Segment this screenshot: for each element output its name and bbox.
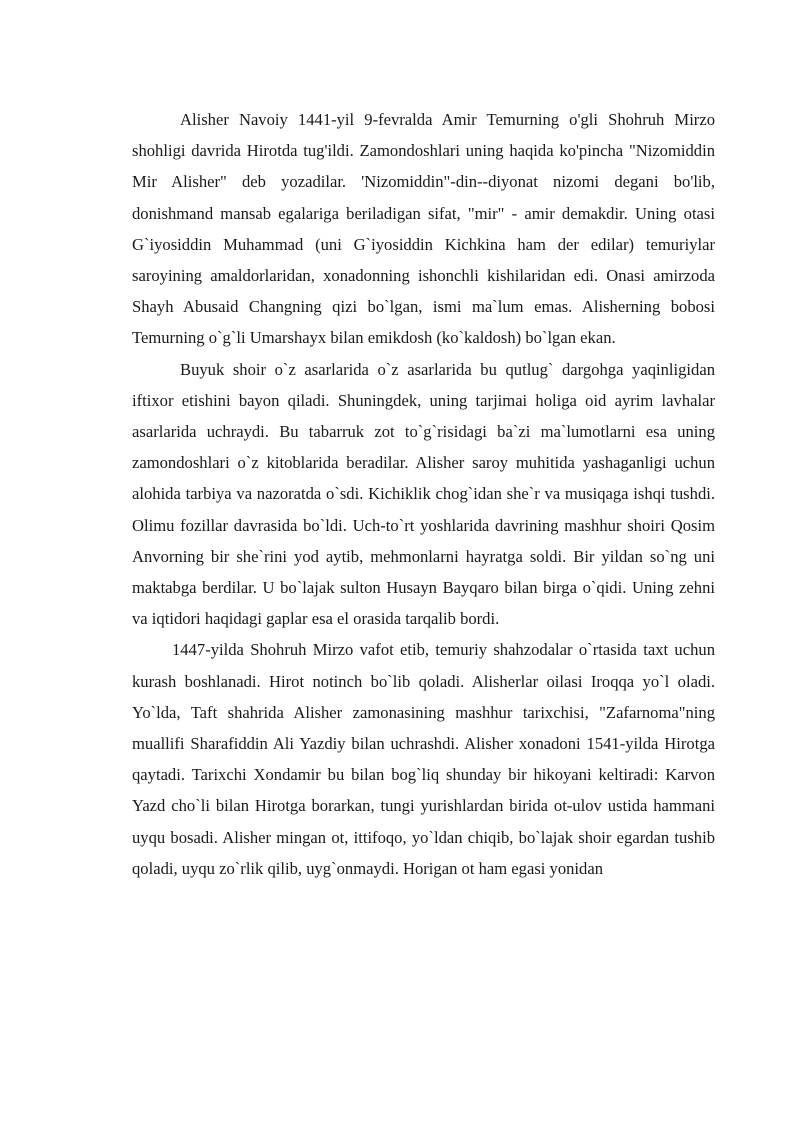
paragraph-1: Alisher Navoiy 1441-yil 9-fevralda Amir Temurning o'gli Shohruh Mirzo shohligi davrida Hirotda tug'ildi. Zamondoshlari uning haqida ko'pincha "Nizomiddin Mir Alisher" deb yozadilar. 'Nizomiddin"-din--diyonat nizomi degani bo'lib, donishmand mansab egalariga beriladigan sifat, "mir" - amir demakdir. Uning otasi G`iyosiddin Muhammad (uni G`iyosiddin Kichkina ham der edilar) temuriylar saroyining amaldorlaridan, xonadonning ishonchli kishilaridan edi. Onasi amirzoda Shayh Abusaid Changning qizi bo`lgan, ismi ma`lum emas. Alisherning bobosi Temurning o`g`li Umarshayx bilan emikdosh (ko`kaldosh) bo`lgan ekan. [132, 110, 715, 348]
paragraph-3: 1447-yilda Shohruh Mirzo vafot etib, temuriy shahzodalar o`rtasida taxt uchun kurash boshlanadi. Hirot notinch bo`lib qoladi. Alisherlar oilasi Iroqqa yo`l oladi. Yo`lda, Taft shahrida Alisher zamonasining mashhur tarixchisi, "Zafarnoma"ning muallifi Sharafiddin Ali Yazdiy bilan uchrashdi. Alisher xonadoni 1541-yilda Hirotga qaytadi. Tarixchi Xondamir bu bilan bog`liq shunday bir hikoyani keltiradi: Karvon Yazd cho`li bilan Hirotga borarkan, tungi yurishlardan birida ot-ulov ustida hammani uyqu bosadi. Alisher mingan ot, ittifoqo, yo`ldan chiqib, bo`lajak shoir egardan tushib qoladi, uyqu zo`rlik qilib, uyg`onmaydi. Horigan ot ham egasi yonidan [132, 640, 715, 878]
document-body [132, 104, 715, 884]
paragraph-2: Buyuk shoir o`z asarlarida o`z asarlarida bu qutlug` dargohga yaqinligidan iftixor etishini bayon qiladi. Shuningdek, uning tarjimai holiga oid ayrim lavhalar asarlarida uchraydi. Bu tabarruk zot to`g`risidagi ba`zi ma`lumotlarni esa uning zamondoshlari o`z kitoblarida beradilar. Alisher saroy muhitida yashaganligi uchun alohida tarbiya va nazoratda o`sdi. Kichiklik chog`idan she`r va musiqaga ishqi tushdi. Olimu fozillar davrasida bo`ldi. Uch-to`rt yoshlarida davrining mashhur shoiri Qosim Anvorning bir she`rini yod aytib, mehmonlarni hayratga soldi. Bir yildan so`ng uni maktabga berdilar. U bo`lajak sulton Husayn Bayqaro bilan birga o`qidi. Uning zehni va iqtidori haqidagi gaplar esa el orasida tarqalib bordi. [132, 359, 715, 629]
